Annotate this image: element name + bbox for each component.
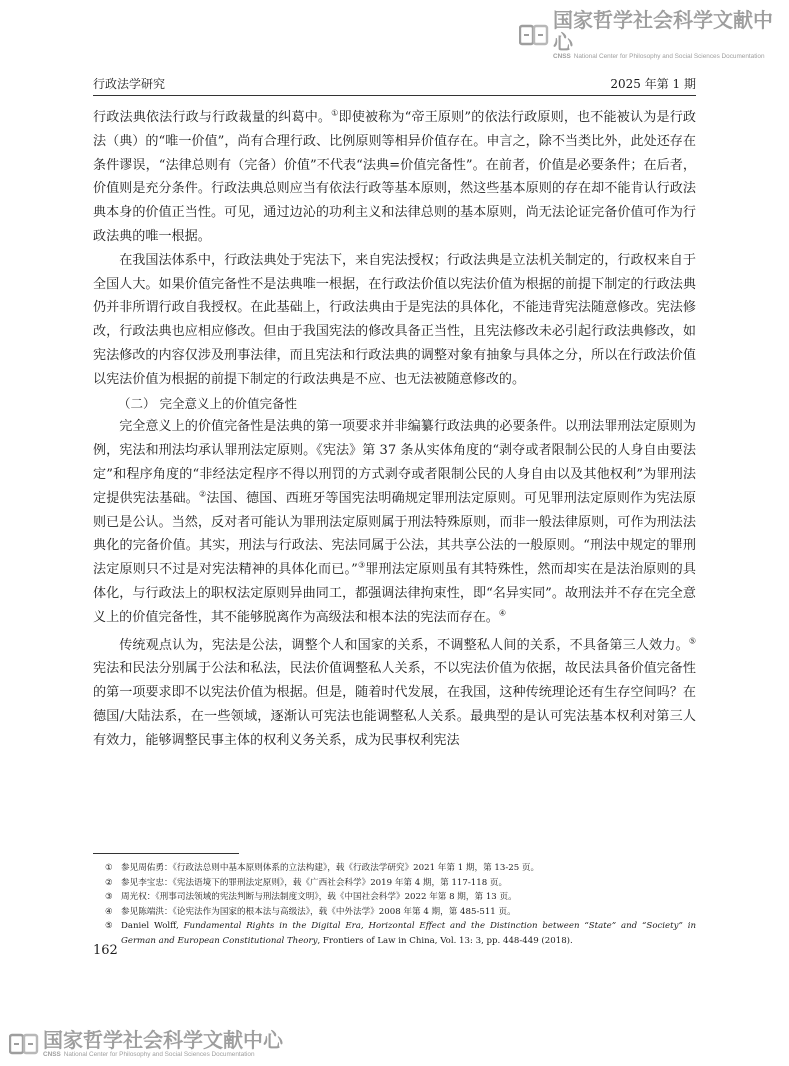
header-rule bbox=[93, 95, 696, 96]
journal-name: 行政法学研究 bbox=[93, 77, 166, 91]
paragraph-3: 完全意义上的价值完备性是法典的第一项要求并非编纂行政法典的必要条件。以刑法罪刑法定原则为例，宪法和刑法均承认罪刑法定原则。《宪法》第 37 条从实体角度的“剥夺或者限制公民的人身自由要法定”和程序角度的“非经法定程序不得以刑罚的方式剥夺或者限制公民的人身自由以及其他权利”为罪刑法定提供宪法基础。②法国、德国、西班牙等国宪法明确规定罪刑法定原则。可见罪刑法定原则作为宪法原则已是公认。当然，反对者可能认为罪刑法定原则属于刑法特殊原则，而非一般法律原则，可作为刑法法典化的完备价值。其实，刑法与行政法、宪法同属于公法，其共享公法的一般原则。“刑法中规定的罪刑法定原则只不过是对宪法精神的具体化而已。”③罪刑法定原则虽有其特殊性，然而却实在是法治原则的具体化，与行政法上的职权法定原则异曲同工，都强调法律拘束性，即“名异实同”。故刑法并不存在完全意义上的价值完备性，其不能够脱离作为高级法和根本法的宪法而存在。④ bbox=[93, 419, 697, 625]
paragraph-4: 传统观点认为，宪法是公法，调整个人和国家的关系，不调整私人间的关系，不具备第三人效力。⑤宪法和民法分别属于公法和私法，民法价值调整私人关系，不以宪法价值为依据，故民法具备价值完备性的第一项要求即不以宪法价值为根据。但是，随着时代发展，在我国，这种传统理论还有生存空间吗？在德国/大陆法系，在一些领域，逐渐认可宪法也能调整私人关系。最典型的是认可宪法基本权利对第三人有效力，能够调整民事主体的权利义务关系，成为民事权利宪法 bbox=[93, 636, 696, 748]
watermark-title: 国家哲学社会科学文献中心 bbox=[553, 8, 773, 54]
issue-label: 2025 年第 1 期 bbox=[610, 77, 696, 91]
footnote-3: ③ 周光权：《刑事司法领域的宪法判断与刑法制度文明》，载《中国社会科学》2022 年第 8 期，第 13 页。 bbox=[105, 892, 517, 903]
footnote-1: ① 参见周佑勇：《行政法总则中基本原则体系的立法构建》，载《行政法学研究》2021 年第 1 期，第 13-25 页。 bbox=[105, 863, 540, 873]
logo-icon bbox=[519, 23, 549, 47]
logo-icon bbox=[9, 1032, 39, 1056]
watermark-title: 国家哲学社会科学文献中心 bbox=[43, 1028, 283, 1052]
footnotes bbox=[93, 861, 696, 949]
footnote-ref-3[interactable]: ③ bbox=[357, 560, 366, 570]
footnote-ref-2[interactable]: ② bbox=[198, 489, 207, 499]
watermark-subtitle: CNSS National Center for Philosophy and Social Sciences Documentation bbox=[553, 53, 765, 60]
footnote-5: ⑤ Daniel Wolff, Fundamental Rights in the Digital Era, Horizontal Effect and the Distinction between “State” and “Society” in German and European Constitutional Theory, Frontiers of Law in China, Vol. 13: 3, pp. 448-449 (2018). bbox=[105, 921, 696, 946]
running-header bbox=[93, 75, 696, 91]
footnote-2: ② 参见李宝忠：《宪法语境下的罪刑法定原则》，载《广西社会科学》2019 年第 4 期，第 117-118 页。 bbox=[105, 877, 508, 888]
footnote-ref-4[interactable]: ④ bbox=[498, 608, 507, 618]
watermark-bottom bbox=[9, 1029, 283, 1059]
watermark-subtitle: CNSS National Center for Philosophy and Social Sciences Documentation bbox=[43, 1051, 255, 1058]
paragraph-2: 在我国法体系中，行政法典处于宪法下，来自宪法授权；行政法典是立法机关制定的，行政权来自于全国人大。如果价值完备性不是法典唯一根据，在行政法价值以宪法价值为根据的前提下制定的行政法典仍并非所谓行政自我授权。在此基础上，行政法典由于是宪法的具体化，不能违背宪法随意修改。宪法修改，行政法典也应相应修改。但由于我国宪法的修改具备正当性，且宪法修改未必引起行政法典修改，如宪法修改的内容仅涉及刑事法律，而且宪法和行政法典的调整对象有抽象与具体之分，所以在行政法价值以宪法价值为根据的前提下制定的行政法典是不应、也无法被随意修改的。 bbox=[93, 252, 696, 387]
section-heading: （二） 完全意义上的价值完备性 bbox=[118, 395, 297, 411]
footnote-rule bbox=[93, 853, 239, 854]
watermark-top bbox=[519, 9, 789, 61]
paragraph-1: 行政法典依法行政与行政裁量的纠葛中。①即使被称为“帝王原则”的依法行政原则，也不能被认为是行政法（典）的“唯一价值”，尚有合理行政、比例原则等相异价值存在。申言之，除不当类比外，此处还存在条件谬误，“法律总则有（完备）价值”不代表“法典=价值完备性”。在前者，价值是必要条件；在后者，价值则是充分条件。行政法典总则应当有依法行政等基本原则，然这些基本原则的存在却不能肯认行政法典本身的价值正当性。可见，通过边沁的功利主义和法律总则的基本原则，尚无法论证完备价值可作为行政法典的唯一根据。 bbox=[93, 108, 697, 244]
footnote-ref-1[interactable]: ① bbox=[331, 108, 339, 118]
footnote-ref-5[interactable]: ⑤ bbox=[688, 636, 696, 646]
article-body bbox=[93, 106, 696, 753]
footnote-4: ④ 参见陈端洪：《论宪法作为国家的根本法与高级法》，载《中外法学》2008 年第 4 期，第 485-511 页。 bbox=[105, 906, 516, 917]
page-number: 162 bbox=[93, 943, 118, 958]
